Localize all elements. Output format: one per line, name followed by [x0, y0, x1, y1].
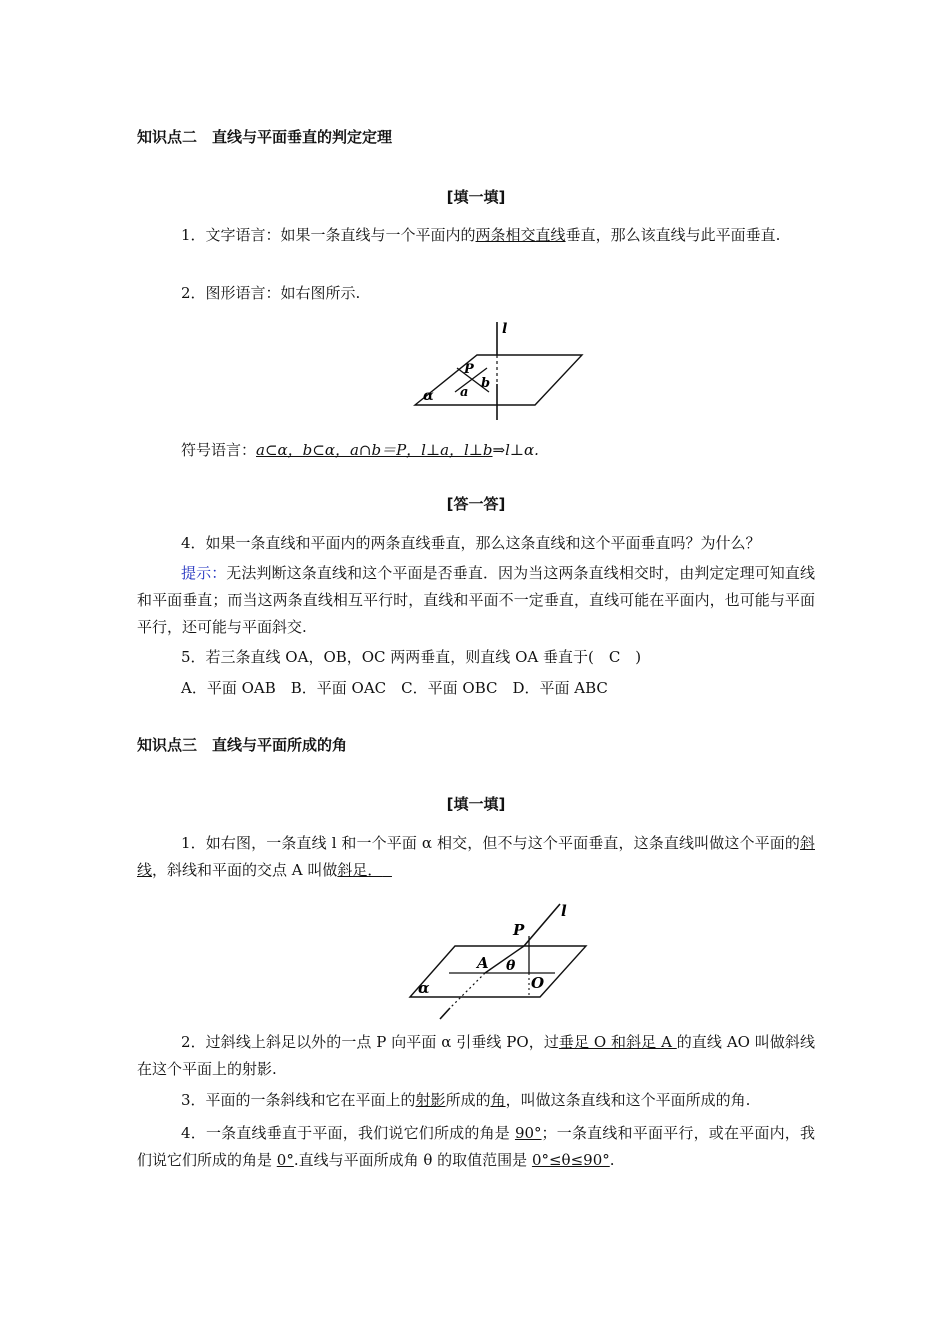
section2-title: 知识点二 直线与平面垂直的判定定理 — [137, 128, 393, 146]
text-run: ；一条直线和平面平行，或在平面内，我们说它们所成的角是 — [137, 1124, 815, 1169]
question-5-options: A．平面 OAB B．平面 OAC C．平面 OBC D．平面 ABC — [181, 679, 608, 697]
section2-fill-header: [填一填] — [446, 188, 506, 206]
label-P: P — [513, 921, 525, 939]
underlined-answer: 斜线 — [137, 834, 815, 879]
label-l: l — [502, 321, 508, 337]
section2-answer-header: [答一答] — [446, 495, 506, 513]
text-run: 符号语言： — [181, 441, 257, 459]
underlined-answer: 斜足． — [337, 861, 383, 879]
section2-paragraph-2: 2．图形语言：如右图所示. — [181, 284, 361, 302]
text-run: ，斜线和平面的交点 A 叫做 — [152, 861, 338, 879]
text-run: .直线与平面所成角 θ 的取值范围是 — [293, 1151, 532, 1169]
text-run: . — [609, 1151, 615, 1169]
label-theta: θ — [506, 958, 516, 974]
underlined-answer: 射影 — [415, 1091, 446, 1109]
label-a: a — [460, 385, 469, 400]
perpendicular-line-plane-figure — [405, 318, 590, 424]
hint-label: 提示： — [181, 564, 227, 582]
section2-paragraph-1 — [137, 222, 815, 249]
underlined-answer: 0° — [276, 1151, 294, 1169]
label-O: O — [531, 974, 545, 992]
text-run: 垂直，那么该直线与此平面垂直. — [565, 226, 781, 244]
text-run: ，叫做这条直线和这个平面所成的角. — [505, 1091, 751, 1109]
label-A: A — [477, 954, 489, 972]
section3-paragraph-2 — [137, 1029, 815, 1083]
underlined-answer: 两条相交直线 — [475, 226, 566, 244]
underlined-answer: a⊂α，b⊂α，a∩b＝P，l⊥a，l⊥b — [256, 441, 493, 459]
section3-paragraph-1 — [137, 830, 815, 884]
text-run: 所成的 — [445, 1091, 491, 1109]
question-4: 4．如果一条直线和平面内的两条直线垂直，那么这条直线和这个平面垂直吗？为什么？ — [181, 534, 761, 552]
underlined-answer: 角 — [490, 1091, 506, 1109]
plane-alpha-outline — [410, 946, 586, 997]
line-l-hidden — [450, 973, 485, 1008]
label-alpha: α — [423, 388, 434, 404]
label-b: b — [481, 376, 491, 391]
section3-fill-header: [填一填] — [446, 795, 506, 813]
line-PA — [485, 946, 524, 973]
line-l-lower — [440, 1008, 450, 1019]
text-run: 1．如右图，一条直线 l 和一个平面 α 相交，但不与这个平面垂直，这条直线叫做这个平面的 — [181, 834, 800, 852]
text-run: 的直线 AO 叫做斜线在这个平面上的射影. — [137, 1033, 816, 1078]
underlined-answer: 90° — [514, 1124, 542, 1142]
symbol-language — [181, 437, 815, 464]
text-run: ⇒l⊥α. — [492, 441, 539, 459]
text-run: 1．文字语言：如果一条直线与一个平面内的 — [181, 226, 476, 244]
text-run: 3．平面的一条斜线和它在平面上的 — [181, 1091, 416, 1109]
section3-paragraph-3 — [137, 1087, 815, 1114]
oblique-line-plane-figure — [405, 898, 595, 1023]
section3-title: 知识点三 直线与平面所成的角 — [137, 736, 348, 754]
underlined-answer: 垂足 O 和斜足 A — [558, 1033, 677, 1051]
plane-alpha-outline — [415, 355, 582, 405]
section3-paragraph-4 — [137, 1120, 815, 1174]
text-run: 2．过斜线上斜足以外的一点 P 向平面 α 引垂线 PO，过 — [181, 1033, 559, 1051]
label-alpha: α — [418, 979, 430, 997]
underlined-answer: 0°≤θ≤90° — [531, 1151, 610, 1169]
text-run: 4．一条直线垂直于平面，我们说它们所成的角是 — [181, 1124, 515, 1142]
label-P: P — [464, 362, 474, 377]
question-4-hint — [137, 560, 815, 641]
hint-text: 无法判断这条直线和这个平面是否垂直．因为当这两条直线相交时，由判定定理可知直线和平面垂直；而当这两条直线相互平行时，直线和平面不一定垂直，直线可能在平面内，也可能与平面平行，还可能与平面斜交. — [137, 564, 815, 636]
question-5: 5．若三条直线 OA，OB，OC 两两垂直，则直线 OA 垂直于( C ) — [181, 648, 642, 666]
label-l: l — [561, 902, 567, 920]
